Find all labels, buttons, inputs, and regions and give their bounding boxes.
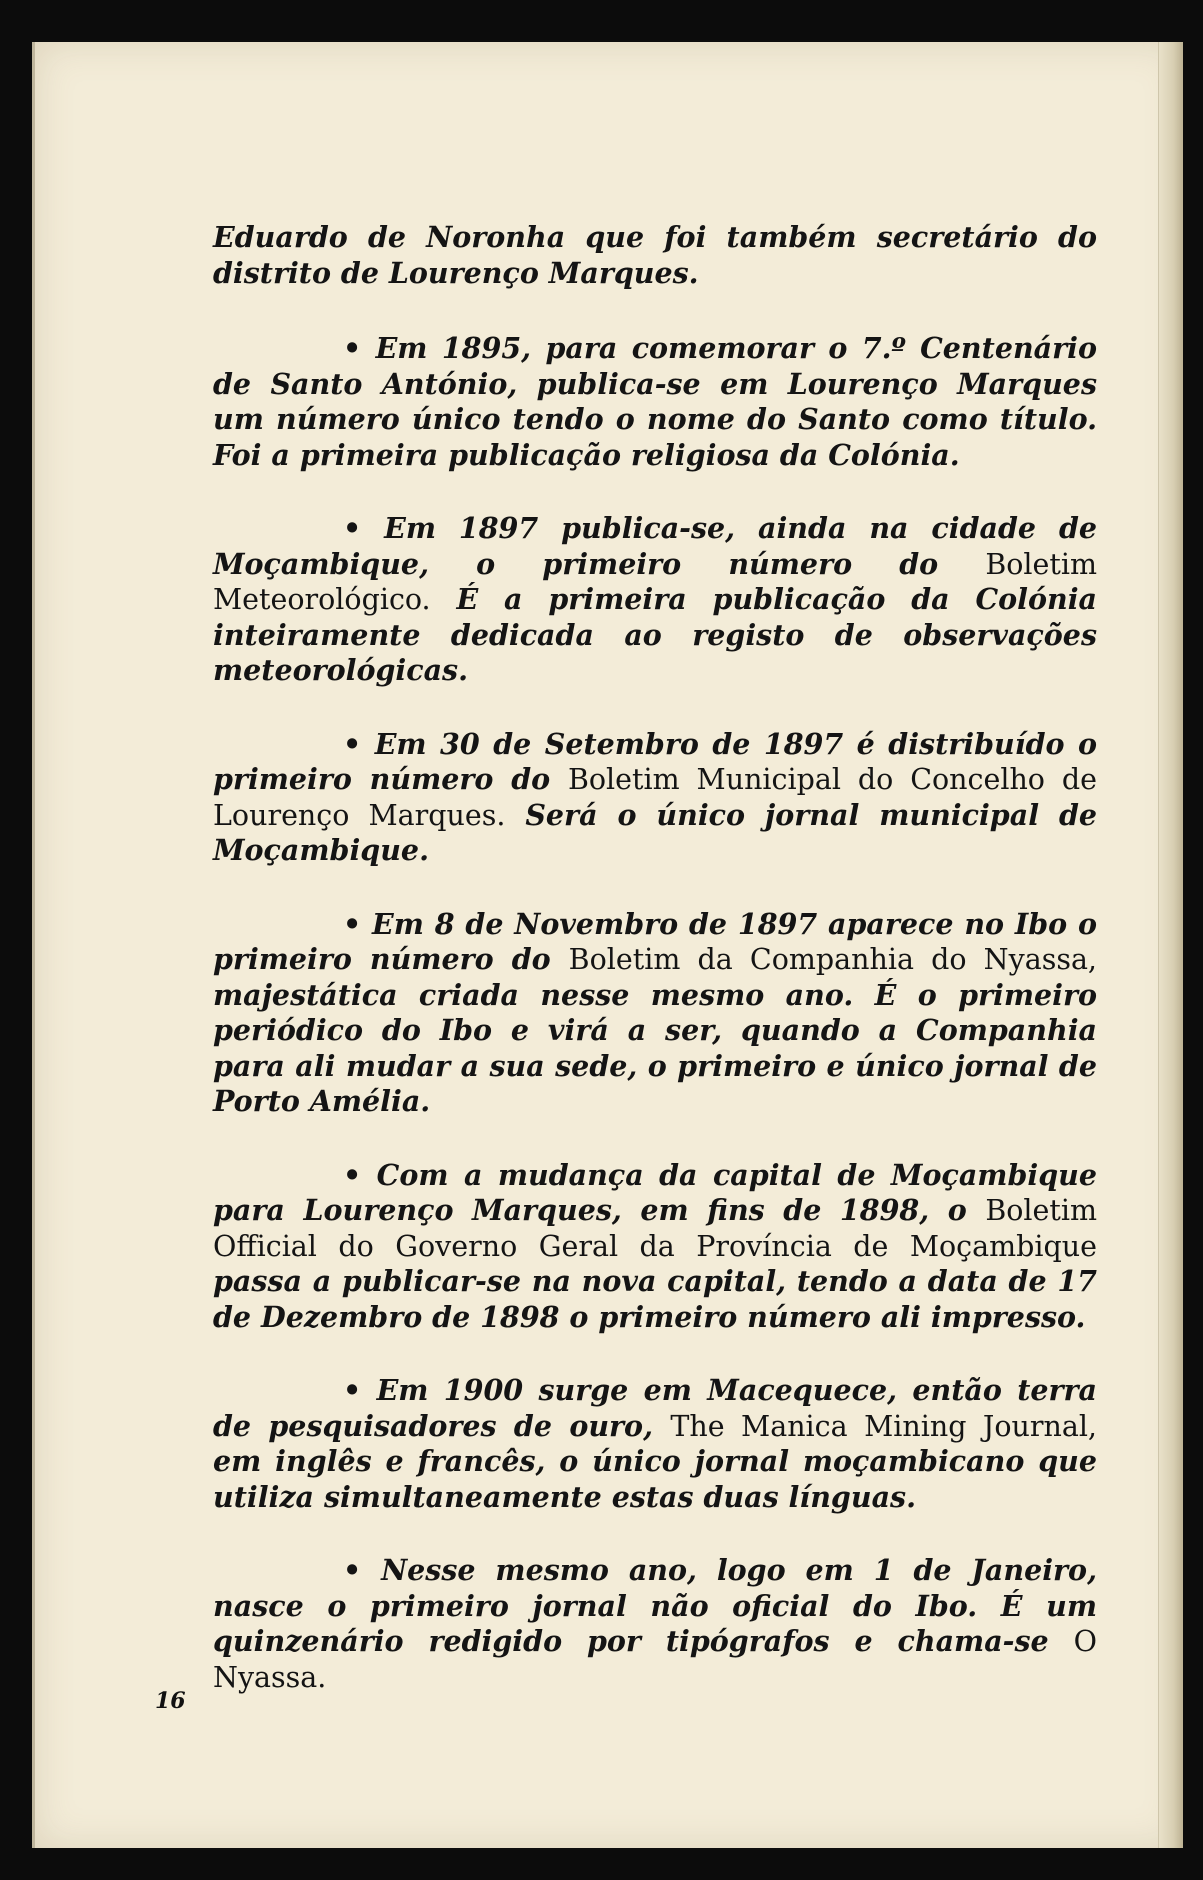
paragraph: [213, 220, 1097, 291]
title-span: Boletim Official do Governo Geral da Província de Moçambique: [213, 1194, 1097, 1263]
text-span: • Em 30 de Setembro de 1897 é distribuído o primeiro número do: [213, 726, 1097, 796]
title-span: The Manica Mining Journal,: [670, 1409, 1097, 1443]
text-span: passa a publicar-se na nova capital, tendo a data de 17 de Dezembro de 1898 o primeiro número ali impresso.: [213, 1264, 1097, 1334]
page-number: 16: [155, 1688, 186, 1714]
paragraph: [213, 907, 1097, 1120]
text-span: Será o único jornal municipal de Moçambique.: [213, 797, 1098, 867]
paragraph: [213, 1373, 1097, 1515]
text-span: em inglês e francês, o único jornal moçambicano que utiliza simultaneamente estas duas línguas.: [213, 1444, 1097, 1514]
title-span: Boletim Meteorológico.: [213, 547, 1097, 616]
text-span: • Em 1900 surge em Macequece, então terra de pesquisadores de ouro,: [213, 1373, 1097, 1443]
paragraph: [213, 727, 1097, 869]
title-span: O Nyassa.: [213, 1625, 1097, 1694]
text-span: • Nesse mesmo ano, logo em 1 de Janeiro, nasce o primeiro jornal não oficial do Ibo. É um quinzenário redigido por tipógrafos e chama-se: [213, 1553, 1097, 1658]
paragraph: [213, 1553, 1097, 1695]
paragraph: [213, 331, 1097, 473]
page-edge: [1158, 42, 1183, 1848]
text-span: • Com a mudança da capital de Moçambique para Lourenço Marques, em fins de 1898, o: [213, 1157, 1097, 1227]
paragraph: [213, 1158, 1097, 1336]
text-span: É a primeira publicação da Colónia inteiramente dedicada ao registo de observações meteorológicas.: [213, 582, 1097, 687]
text-span: Eduardo de Noronha que foi também secretário do distrito de Lourenço Marques.: [213, 220, 1097, 290]
title-span: Boletim Municipal do Concelho de Lourenço Marques.: [213, 763, 1097, 832]
body-text: [213, 220, 1097, 1733]
paragraph: [213, 511, 1097, 689]
text-span: • Em 1897 publica-se, ainda na cidade de Moçambique, o primeiro número do: [213, 511, 1097, 581]
text-span: • Em 8 de Novembro de 1897 aparece no Ibo o primeiro número do: [213, 906, 1097, 976]
text-span: • Em 1895, para comemorar o 7.º Centenário de Santo António, publica-se em Lourenço Marques um número único tendo o nome do Santo como título. Foi a primeira publicação religiosa da Colónia.: [213, 331, 1097, 472]
text-span: majestática criada nesse mesmo ano. É o primeiro periódico do Ibo e virá a ser, quando a Companhia para ali mudar a sua sede, o primeiro e único jornal de Porto Amélia.: [213, 977, 1097, 1118]
title-span: Boletim da Companhia do Nyassa,: [568, 943, 1097, 976]
book-page: [32, 42, 1183, 1848]
